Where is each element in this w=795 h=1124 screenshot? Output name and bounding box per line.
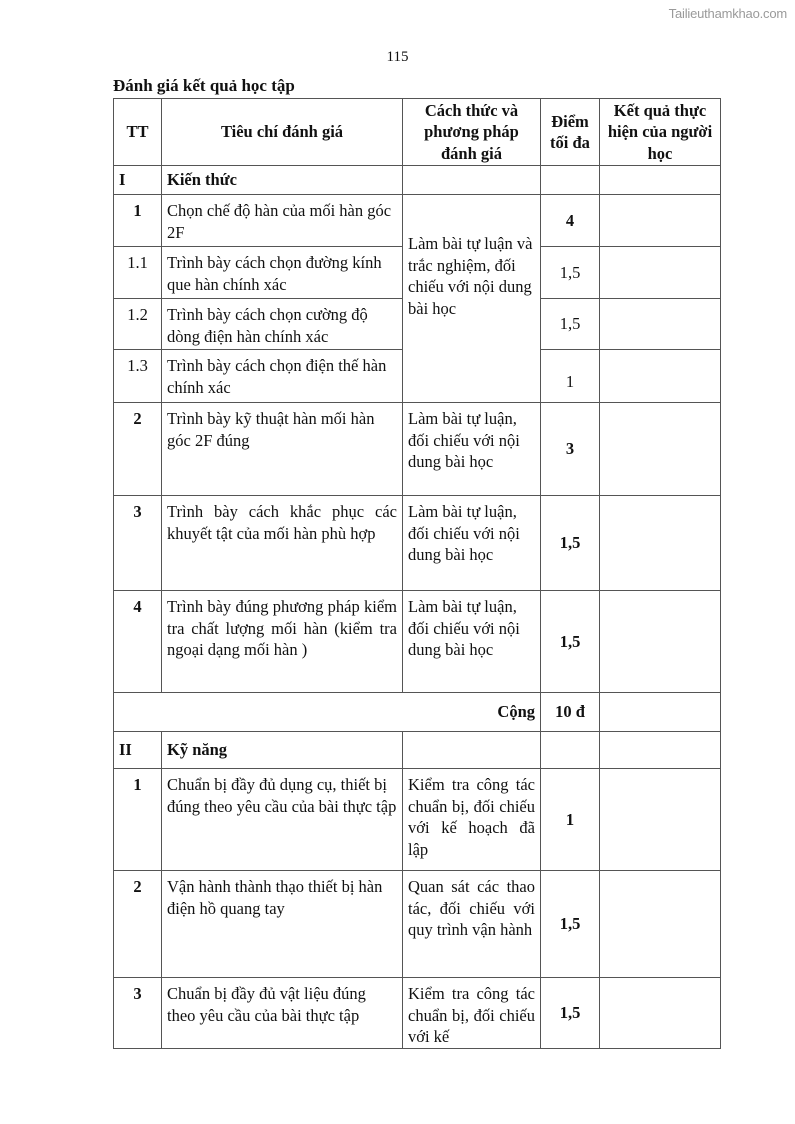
page-number: 115 — [386, 49, 409, 65]
header-criteria: Tiêu chí đánh giá — [162, 99, 403, 166]
row-criteria: Trình bày kỹ thuật hàn mối hàn góc 2F đúng — [162, 403, 403, 496]
table-row — [114, 871, 721, 978]
table-row — [114, 195, 721, 247]
section-label: Kỹ năng — [162, 732, 403, 769]
row-method: Làm bài tự luận, đối chiếu với nội dung bài học — [403, 403, 541, 496]
row-result — [600, 299, 721, 350]
row-criteria: Trình bày đúng phương pháp kiểm tra chất lượng mối hàn (kiểm tra ngoại dạng mối hàn ) — [162, 591, 403, 693]
row-score: 1 — [541, 769, 600, 871]
section-number: II — [114, 732, 162, 769]
row-score: 4 — [541, 195, 600, 247]
total-row — [114, 693, 721, 732]
table-header-row — [114, 99, 721, 166]
row-score: 1 — [541, 350, 600, 403]
row-criteria: Chuẩn bị đầy đủ dụng cụ, thiết bị đúng theo yêu cầu của bài thực tập — [162, 769, 403, 871]
row-method: Kiểm tra công tác chuẩn bị, đối chiếu với kế hoạch đã lập — [403, 769, 541, 871]
row-result — [600, 591, 721, 693]
row-method: Làm bài tự luận, đối chiếu với nội dung bài học — [403, 496, 541, 591]
section-title: Đánh giá kết quả học tập — [113, 76, 295, 95]
section-row-skills — [114, 732, 721, 769]
row-number: 4 — [114, 591, 162, 693]
table-row — [114, 496, 721, 591]
row-criteria: Chọn chế độ hàn của mối hàn góc 2F — [162, 195, 403, 247]
row-result — [600, 403, 721, 496]
assessment-table — [113, 98, 721, 1049]
total-value: 10 đ — [541, 693, 600, 732]
row-score: 1,5 — [541, 591, 600, 693]
section-label: Kiến thức — [162, 166, 403, 195]
row-result — [600, 871, 721, 978]
row-number: 1.2 — [114, 299, 162, 350]
table-row — [114, 769, 721, 871]
row-result — [600, 769, 721, 871]
row-score: 1,5 — [541, 247, 600, 299]
row-result — [600, 496, 721, 591]
row-score: 1,5 — [541, 496, 600, 591]
row-method: Kiểm tra công tác chuẩn bị, đối chiếu với kế — [403, 978, 541, 1049]
row-result — [600, 978, 721, 1049]
total-label: Cộng — [114, 693, 541, 732]
table-row — [114, 403, 721, 496]
row-number: 1.1 — [114, 247, 162, 299]
row-score: 3 — [541, 403, 600, 496]
header-method: Cách thức và phương pháp đánh giá — [403, 99, 541, 166]
row-method: Làm bài tự luận và trắc nghiệm, đối chiếu với nội dung bài học — [403, 195, 541, 403]
row-number: 1 — [114, 195, 162, 247]
row-criteria: Trình bày cách chọn đường kính que hàn chính xác — [162, 247, 403, 299]
table-row — [114, 978, 721, 1049]
row-score: 1,5 — [541, 299, 600, 350]
row-number: 2 — [114, 871, 162, 978]
row-result — [600, 247, 721, 299]
header-tt: TT — [114, 99, 162, 166]
row-number: 1 — [114, 769, 162, 871]
row-criteria: Trình bày cách khắc phục các khuyết tật của mối hàn phù hợp — [162, 496, 403, 591]
row-number: 2 — [114, 403, 162, 496]
row-method: Làm bài tự luận, đối chiếu với nội dung bài học — [403, 591, 541, 693]
row-criteria: Trình bày cách chọn cường độ dòng điện hàn chính xác — [162, 299, 403, 350]
row-result — [600, 195, 721, 247]
row-number: 3 — [114, 978, 162, 1049]
section-row-knowledge — [114, 166, 721, 195]
row-score: 1,5 — [541, 871, 600, 978]
row-result — [600, 350, 721, 403]
row-criteria: Chuẩn bị đầy đủ vật liệu đúng theo yêu cầu của bài thực tập — [162, 978, 403, 1049]
table-row — [114, 591, 721, 693]
row-score: 1,5 — [541, 978, 600, 1049]
header-max-score: Điểm tối đa — [541, 99, 600, 166]
row-criteria: Trình bày cách chọn điện thế hàn chính xác — [162, 350, 403, 403]
row-number: 1.3 — [114, 350, 162, 403]
row-number: 3 — [114, 496, 162, 591]
row-method: Quan sát các thao tác, đối chiếu với quy trình vận hành — [403, 871, 541, 978]
header-result: Kết quả thực hiện của người học — [600, 99, 721, 166]
row-criteria: Vận hành thành thạo thiết bị hàn điện hồ quang tay — [162, 871, 403, 978]
section-number: I — [114, 166, 162, 195]
watermark: Tailieuthamkhao.com — [668, 6, 787, 21]
